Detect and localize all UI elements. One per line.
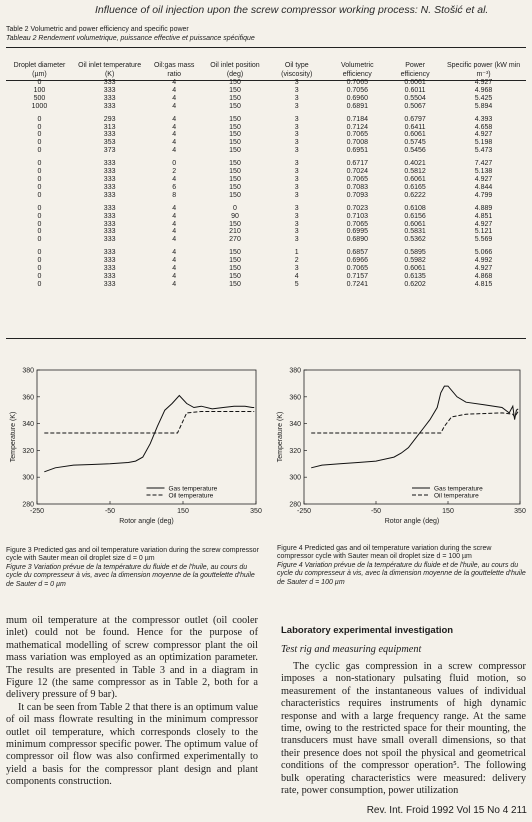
table-cell: 0.7065 bbox=[346, 220, 368, 228]
table-cell: 3 bbox=[294, 160, 299, 168]
table-cell: 333 bbox=[103, 280, 116, 288]
table-cell: 0.5504 bbox=[404, 94, 426, 102]
column-header: Volumetric efficiency bbox=[340, 62, 374, 78]
table-cell: 0.5831 bbox=[404, 228, 426, 236]
table-row bbox=[6, 79, 526, 87]
page-footer: Rev. Int. Froid 1992 Vol 15 No 4 211 bbox=[366, 805, 527, 816]
x-axis-label: Rotor angle (deg) bbox=[119, 518, 174, 525]
table-cell: 0.6108 bbox=[404, 204, 426, 212]
column-header: Oil type (viscosity) bbox=[281, 62, 313, 78]
table-cell: 0.7056 bbox=[346, 86, 368, 94]
y-tick-label: 360 bbox=[22, 394, 34, 402]
table-cell: 150 bbox=[229, 86, 241, 94]
table-cell: 4.927 bbox=[474, 79, 493, 86]
table-cell: 4 bbox=[172, 131, 177, 139]
y-axis-label: Temperature (K) bbox=[277, 411, 284, 463]
table-cell: 0 bbox=[37, 115, 42, 123]
oil-temperature-line bbox=[311, 412, 518, 434]
table-row bbox=[6, 192, 526, 200]
table-row bbox=[6, 200, 526, 213]
table-row bbox=[6, 281, 526, 289]
table-row bbox=[6, 111, 526, 124]
table-cell: 8 bbox=[172, 191, 177, 199]
table-cell: 0.5067 bbox=[404, 102, 426, 110]
table-row bbox=[6, 155, 526, 168]
table-cell: 313 bbox=[103, 123, 116, 131]
table-cell: 4.927 bbox=[474, 131, 493, 139]
column-header: Specific power (kW min m⁻³) bbox=[446, 62, 521, 78]
table-cell: 4 bbox=[172, 265, 177, 273]
table-cell: 0.5745 bbox=[404, 139, 426, 147]
x-tick-label: -50 bbox=[370, 508, 382, 515]
column-header: Power efficiency bbox=[400, 62, 430, 78]
table-cell: 0 bbox=[37, 123, 42, 131]
table-cell: 0.5895 bbox=[404, 249, 426, 257]
table-cell: 4.927 bbox=[474, 265, 493, 273]
table-cell: 373 bbox=[103, 147, 116, 155]
table-cell: 333 bbox=[103, 265, 116, 273]
table-row bbox=[6, 103, 526, 111]
table-cell: 3 bbox=[294, 79, 299, 86]
table-cell: 0 bbox=[37, 160, 42, 168]
running-header: Influence of oil injection upon the screw compressor working process: N. Stošić et al. bbox=[95, 4, 489, 16]
table-cell: 3 bbox=[294, 139, 299, 147]
legend-label: Oil temperature bbox=[434, 492, 479, 500]
table-cell: 4.844 bbox=[474, 183, 493, 191]
table-cell: 0 bbox=[172, 160, 177, 168]
table-row bbox=[6, 213, 526, 221]
x-axis-label: Rotor angle (deg) bbox=[384, 518, 440, 525]
table-row bbox=[6, 221, 526, 229]
table-cell: 150 bbox=[229, 94, 241, 102]
table-cell: 150 bbox=[229, 160, 241, 168]
table-cell: 3 bbox=[294, 168, 299, 176]
table-bottom-rule bbox=[6, 338, 526, 339]
table-cell: 2 bbox=[172, 168, 177, 176]
table-cell: 150 bbox=[229, 220, 241, 228]
table-cell: 270 bbox=[229, 236, 241, 244]
table-cell: 333 bbox=[103, 168, 116, 176]
table-cell: 150 bbox=[229, 280, 241, 288]
data-table bbox=[6, 50, 526, 289]
table-cell: 4.968 bbox=[474, 86, 493, 94]
table-cell: 0 bbox=[37, 131, 42, 139]
table-cell: 0.7065 bbox=[346, 131, 368, 139]
figure-4-chart bbox=[273, 362, 528, 528]
table-cell: 0 bbox=[37, 79, 42, 86]
figure-3-caption bbox=[6, 547, 262, 589]
table-cell: 3 bbox=[294, 102, 299, 110]
figure-4-caption bbox=[277, 545, 527, 587]
y-tick-label: 300 bbox=[289, 474, 301, 482]
table-cell: 3 bbox=[294, 183, 299, 191]
table-cell: 333 bbox=[103, 131, 116, 139]
table-cell: 333 bbox=[103, 204, 116, 212]
table-top-rule bbox=[6, 47, 526, 48]
table-cell: 0.6890 bbox=[346, 236, 368, 244]
table-cell: 150 bbox=[229, 147, 241, 155]
figure-4-caption-fr: Figure 4 Variation prévue de la température du fluide et de l'huile, au cours du cycle du compresseur à vis, avec la dimension moyenne de la gouttelette d'huile de Sauter d = 100 µm bbox=[277, 561, 526, 586]
y-tick-label: 340 bbox=[289, 421, 301, 429]
table-cell: 0 bbox=[37, 191, 42, 199]
table-cell: 0.6222 bbox=[404, 191, 426, 199]
legend-label: Oil temperature bbox=[168, 492, 214, 500]
table-cell: 150 bbox=[229, 249, 241, 257]
table-cell: 333 bbox=[103, 249, 116, 257]
x-tick-label: -250 bbox=[296, 508, 312, 515]
table-cell: 4 bbox=[172, 123, 177, 131]
table-cell: 0 bbox=[37, 212, 42, 220]
table-cell: 333 bbox=[103, 175, 116, 183]
table-row bbox=[6, 87, 526, 95]
table-cell: 0.7083 bbox=[346, 183, 368, 191]
table-caption bbox=[6, 26, 255, 43]
table-cell: 4 bbox=[172, 272, 177, 280]
table-cell: 5.138 bbox=[474, 168, 493, 176]
table-cell: 0.7024 bbox=[346, 168, 368, 176]
table-cell: 6 bbox=[172, 183, 177, 191]
table-cell: 150 bbox=[229, 175, 241, 183]
table-cell: 150 bbox=[229, 168, 241, 176]
table-cell: 0.7184 bbox=[346, 115, 368, 123]
table-cell: 353 bbox=[103, 139, 116, 147]
table-cell: 5.198 bbox=[474, 139, 493, 147]
y-tick-label: 340 bbox=[22, 421, 34, 429]
table-cell: 333 bbox=[103, 212, 116, 220]
table-cell: 3 bbox=[294, 220, 299, 228]
table-caption-fr: Tableau 2 Rendement volumetrique, puissance effective et puissance spécifique bbox=[6, 34, 255, 42]
table-cell: 5 bbox=[294, 280, 299, 288]
y-tick-label: 380 bbox=[289, 367, 301, 375]
left-column-text bbox=[6, 615, 258, 789]
table-cell: 4 bbox=[172, 94, 177, 102]
table-cell: 4 bbox=[172, 102, 177, 110]
table-cell: 5.425 bbox=[474, 94, 493, 102]
table-row bbox=[6, 147, 526, 155]
table-cell: 150 bbox=[229, 183, 241, 191]
y-tick-label: 300 bbox=[22, 474, 34, 482]
table-cell: 0.6135 bbox=[404, 272, 426, 280]
table-row bbox=[6, 131, 526, 139]
table-cell: 0.6061 bbox=[404, 79, 426, 86]
table-cell: 0 bbox=[37, 139, 42, 147]
table-cell: 4.927 bbox=[474, 220, 493, 228]
x-tick-label: 350 bbox=[250, 508, 262, 515]
table-cell: 4 bbox=[172, 228, 177, 236]
table-cell: 150 bbox=[229, 123, 241, 131]
table-cell: 0 bbox=[37, 220, 42, 228]
table-caption-en: Table 2 Volumetric and power efficiency and specific power bbox=[6, 26, 189, 33]
table-cell: 0 bbox=[37, 265, 42, 273]
table-cell: 1 bbox=[294, 249, 299, 257]
table-cell: 333 bbox=[103, 257, 116, 265]
right-paragraph bbox=[281, 661, 526, 797]
table-cell: 0.7065 bbox=[346, 79, 368, 86]
table-cell: 4 bbox=[172, 147, 177, 155]
figure-3-caption-en: Figure 3 Predicted gas and oil temperature variation during the screw compressor cycle with Sauter mean oil droplet size d = 0 µm bbox=[6, 547, 259, 563]
table-cell: 0.6995 bbox=[346, 228, 368, 236]
table-cell: 0.7065 bbox=[346, 265, 368, 273]
table-cell: 0 bbox=[37, 228, 42, 236]
table-cell: 0.6857 bbox=[346, 249, 368, 257]
table-cell: 3 bbox=[294, 265, 299, 273]
table-row bbox=[6, 124, 526, 132]
table-cell: 333 bbox=[103, 236, 116, 244]
table-cell: 150 bbox=[229, 79, 241, 86]
table-cell: 3 bbox=[294, 86, 299, 94]
table-cell: 3 bbox=[294, 131, 299, 139]
table-cell: 333 bbox=[103, 191, 116, 199]
table-cell: 0.7008 bbox=[346, 139, 368, 147]
right-paragraph-text: The cyclic gas compression in a screw compressor imposes a non-stationary pulsating fluid motion, so measurement of the instantaneous values of individual characteristics requires instruments of high dynamic response and with a large frequency range. At the same time, owing to the restricted space for their mounting, the transducers must have small overall dimensions, so that their presence does not spoil the physical and geometrical conditions of the compressor operation⁵. The following bulk operating characteristics were measured: delivery rate, power consumption, power utilization bbox=[281, 661, 526, 797]
table-row bbox=[6, 244, 526, 257]
table-cell: 3 bbox=[294, 204, 299, 212]
section-heading: Laboratory experimental investigation bbox=[281, 625, 454, 636]
table-cell: 333 bbox=[103, 272, 116, 280]
y-axis-label: Temperature (K) bbox=[10, 411, 17, 463]
table-cell: 4.815 bbox=[474, 280, 493, 288]
table-cell: 3 bbox=[294, 236, 299, 244]
table-cell: 4.851 bbox=[474, 212, 493, 220]
table-cell: 150 bbox=[229, 131, 241, 139]
table-cell: 4 bbox=[172, 220, 177, 228]
legend-label: Gas temperature bbox=[168, 485, 218, 493]
table-cell: 0.7241 bbox=[346, 280, 368, 288]
table-cell: 150 bbox=[229, 115, 241, 123]
right-column bbox=[281, 625, 526, 797]
table-row bbox=[6, 176, 526, 184]
x-tick-label: -250 bbox=[29, 508, 45, 515]
table-cell: 0.6411 bbox=[404, 123, 426, 131]
table-cell: 4 bbox=[172, 86, 177, 94]
table-cell: 0.6797 bbox=[404, 115, 426, 123]
table-cell: 0.5362 bbox=[404, 236, 426, 244]
table-cell: 333 bbox=[103, 228, 116, 236]
y-tick-label: 320 bbox=[22, 447, 34, 455]
table-cell: 4.992 bbox=[474, 257, 493, 265]
table-cell: 0.5982 bbox=[404, 257, 426, 265]
table-cell: 150 bbox=[229, 272, 241, 280]
y-tick-label: 280 bbox=[289, 501, 301, 509]
table-cell: 4 bbox=[172, 257, 177, 265]
column-header: Oil inlet temperature (K) bbox=[78, 62, 142, 78]
x-tick-label: 150 bbox=[442, 508, 454, 515]
table-cell: 500 bbox=[33, 94, 46, 102]
gas-temperature-line bbox=[44, 396, 254, 472]
y-tick-label: 380 bbox=[22, 367, 34, 375]
table-cell: 333 bbox=[103, 79, 116, 86]
x-tick-label: 150 bbox=[177, 508, 189, 515]
table-cell: 150 bbox=[229, 139, 241, 147]
table-row bbox=[6, 228, 526, 236]
y-tick-label: 280 bbox=[22, 501, 34, 509]
table-cell: 150 bbox=[229, 257, 241, 265]
table-cell: 0 bbox=[37, 280, 42, 288]
table-cell: 4.799 bbox=[474, 191, 493, 199]
table-cell: 0.6061 bbox=[404, 175, 426, 183]
table-cell: 4 bbox=[294, 272, 299, 280]
left-paragraph-1: mum oil temperature at the compressor outlet (oil cooler inlet) could not be found. Hence for the purpose of mathematical modelling of screw compressor plant the oil mass variation was employed as an optimization parameter. The results are presented in Table 3 and in a diagram in Figure 12 (the same compressor as in Table 2, both for a delivery pressure of 9 bar). bbox=[6, 615, 258, 701]
table-cell: 5.121 bbox=[474, 228, 493, 236]
table-row bbox=[6, 257, 526, 265]
table-cell: 4 bbox=[172, 115, 177, 123]
table-cell: 0.4021 bbox=[404, 160, 426, 168]
table-cell: 5.569 bbox=[474, 236, 493, 244]
table-cell: 0.7103 bbox=[346, 212, 368, 220]
table-cell: 0.6061 bbox=[404, 131, 426, 139]
table-cell: 0.7093 bbox=[346, 191, 368, 199]
table-cell: 293 bbox=[103, 115, 116, 123]
table-cell: 150 bbox=[229, 191, 241, 199]
table-cell: 333 bbox=[103, 220, 116, 228]
table-row bbox=[6, 236, 526, 244]
table-cell: 0.6960 bbox=[346, 94, 368, 102]
table-cell: 0.7023 bbox=[346, 204, 368, 212]
table-cell: 3 bbox=[294, 191, 299, 199]
table-cell: 0.6966 bbox=[346, 257, 368, 265]
oil-temperature-line bbox=[44, 412, 254, 434]
table-cell: 0.7124 bbox=[346, 123, 368, 131]
table-cell: 0 bbox=[37, 183, 42, 191]
table-cell: 0.6061 bbox=[404, 220, 426, 228]
subsection-heading: Test rig and measuring equipment bbox=[281, 644, 422, 655]
table-cell: 0.6165 bbox=[404, 183, 426, 191]
table-cell: 150 bbox=[229, 102, 241, 110]
y-tick-label: 360 bbox=[289, 394, 301, 402]
table-cell: 0 bbox=[37, 147, 42, 155]
table-cell: 0.6011 bbox=[404, 86, 426, 94]
table-cell: 0.6951 bbox=[346, 147, 368, 155]
table-cell: 0 bbox=[37, 249, 42, 257]
table-cell: 0.5456 bbox=[404, 147, 426, 155]
table-cell: 333 bbox=[103, 160, 116, 168]
table-cell: 4 bbox=[172, 79, 177, 86]
table-cell: 3 bbox=[294, 175, 299, 183]
column-header: Droplet diameter (µm) bbox=[13, 62, 66, 78]
column-header: Oil inlet position (deg) bbox=[210, 62, 260, 78]
table-cell: 0 bbox=[37, 257, 42, 265]
table-row bbox=[6, 168, 526, 176]
table-cell: 0.7157 bbox=[346, 272, 368, 280]
table-cell: 0.6061 bbox=[404, 265, 426, 273]
table-cell: 4 bbox=[172, 280, 177, 288]
table-cell: 4.889 bbox=[474, 204, 493, 212]
figure-4-caption-en: Figure 4 Predicted gas and oil temperature variation during the screw compressor cycle with Sauter mean oil droplet size d = 100 µm bbox=[277, 545, 492, 561]
table-cell: 0 bbox=[37, 236, 42, 244]
table-cell: 7.427 bbox=[474, 160, 493, 168]
table-cell: 3 bbox=[294, 147, 299, 155]
table-cell: 0 bbox=[37, 168, 42, 176]
table-cell: 0.6202 bbox=[404, 280, 426, 288]
y-tick-label: 320 bbox=[289, 447, 301, 455]
table-cell: 0 bbox=[37, 204, 42, 212]
table-cell: 3 bbox=[294, 123, 299, 131]
table-cell: 100 bbox=[33, 86, 46, 94]
table-cell: 2 bbox=[294, 257, 299, 265]
table-cell: 4 bbox=[172, 212, 177, 220]
table-row bbox=[6, 95, 526, 103]
table-cell: 3 bbox=[294, 228, 299, 236]
table-cell: 0 bbox=[37, 175, 42, 183]
table-cell: 0.6717 bbox=[346, 160, 368, 168]
table-cell: 150 bbox=[229, 265, 241, 273]
plot-frame bbox=[304, 370, 520, 504]
table-cell: 4 bbox=[172, 249, 177, 257]
table-cell: 3 bbox=[294, 115, 299, 123]
table-cell: 333 bbox=[103, 94, 116, 102]
table-cell: 333 bbox=[103, 86, 116, 94]
gas-temperature-line bbox=[311, 386, 518, 468]
figure-4-plot bbox=[273, 362, 528, 533]
table-row bbox=[6, 139, 526, 147]
figure-3-chart bbox=[6, 362, 264, 528]
table-cell: 210 bbox=[229, 228, 241, 236]
table-cell: 333 bbox=[103, 102, 116, 110]
table-cell: 4.658 bbox=[474, 123, 493, 131]
table-cell: 0.6891 bbox=[346, 102, 368, 110]
legend-label: Gas temperature bbox=[434, 485, 483, 493]
table-cell: 5.066 bbox=[474, 249, 493, 257]
left-paragraph-2: It can be seen from Table 2 that there is an optimum value of oil mass flowrate resulting in the minimum compressor outlet oil temperature, which corresponds closely to the minimum compressor specific power. The optimum value of compressor oil flow was also confirmed experimentally to yield a basis for the compressor plant design and plant components construction. bbox=[6, 701, 258, 788]
table-cell: 0.6156 bbox=[404, 212, 426, 220]
table-cell: 1000 bbox=[31, 102, 48, 110]
figure-3-caption-fr: Figure 3 Variation prévue de la température du fluide et de l'huile, au cours du cycle du compresseur à vis, avec la dimension moyenne de la gouttelette d'huile de Sauter d = 0 µm bbox=[6, 563, 255, 588]
figure-3-plot bbox=[6, 362, 264, 533]
table-cell: 4.868 bbox=[474, 272, 493, 280]
table-row bbox=[6, 184, 526, 192]
table-cell: 4 bbox=[172, 175, 177, 183]
table-cell: 5.894 bbox=[474, 102, 493, 110]
table-cell: 3 bbox=[294, 212, 299, 220]
table-cell: 90 bbox=[231, 212, 239, 220]
table-cell: 4 bbox=[172, 139, 177, 147]
table-cell: 0.7065 bbox=[346, 175, 368, 183]
table-cell: 0 bbox=[37, 272, 42, 280]
table-cell: 333 bbox=[103, 183, 116, 191]
table-cell: 0 bbox=[233, 204, 237, 212]
table-row bbox=[6, 265, 526, 273]
table-row bbox=[6, 273, 526, 281]
table-cell: 3 bbox=[294, 94, 299, 102]
table-cell: 4 bbox=[172, 204, 177, 212]
x-tick-label: 350 bbox=[514, 508, 526, 515]
table-cell: 0.5812 bbox=[404, 168, 426, 176]
table-cell: 5.473 bbox=[474, 147, 493, 155]
plot-frame bbox=[37, 370, 256, 504]
table-cell: 4.927 bbox=[474, 175, 493, 183]
x-tick-label: -50 bbox=[104, 508, 116, 515]
table-cell: 4.393 bbox=[474, 115, 493, 123]
table-cell: 4 bbox=[172, 236, 177, 244]
column-header: Oil:gas mass ratio bbox=[153, 62, 195, 78]
